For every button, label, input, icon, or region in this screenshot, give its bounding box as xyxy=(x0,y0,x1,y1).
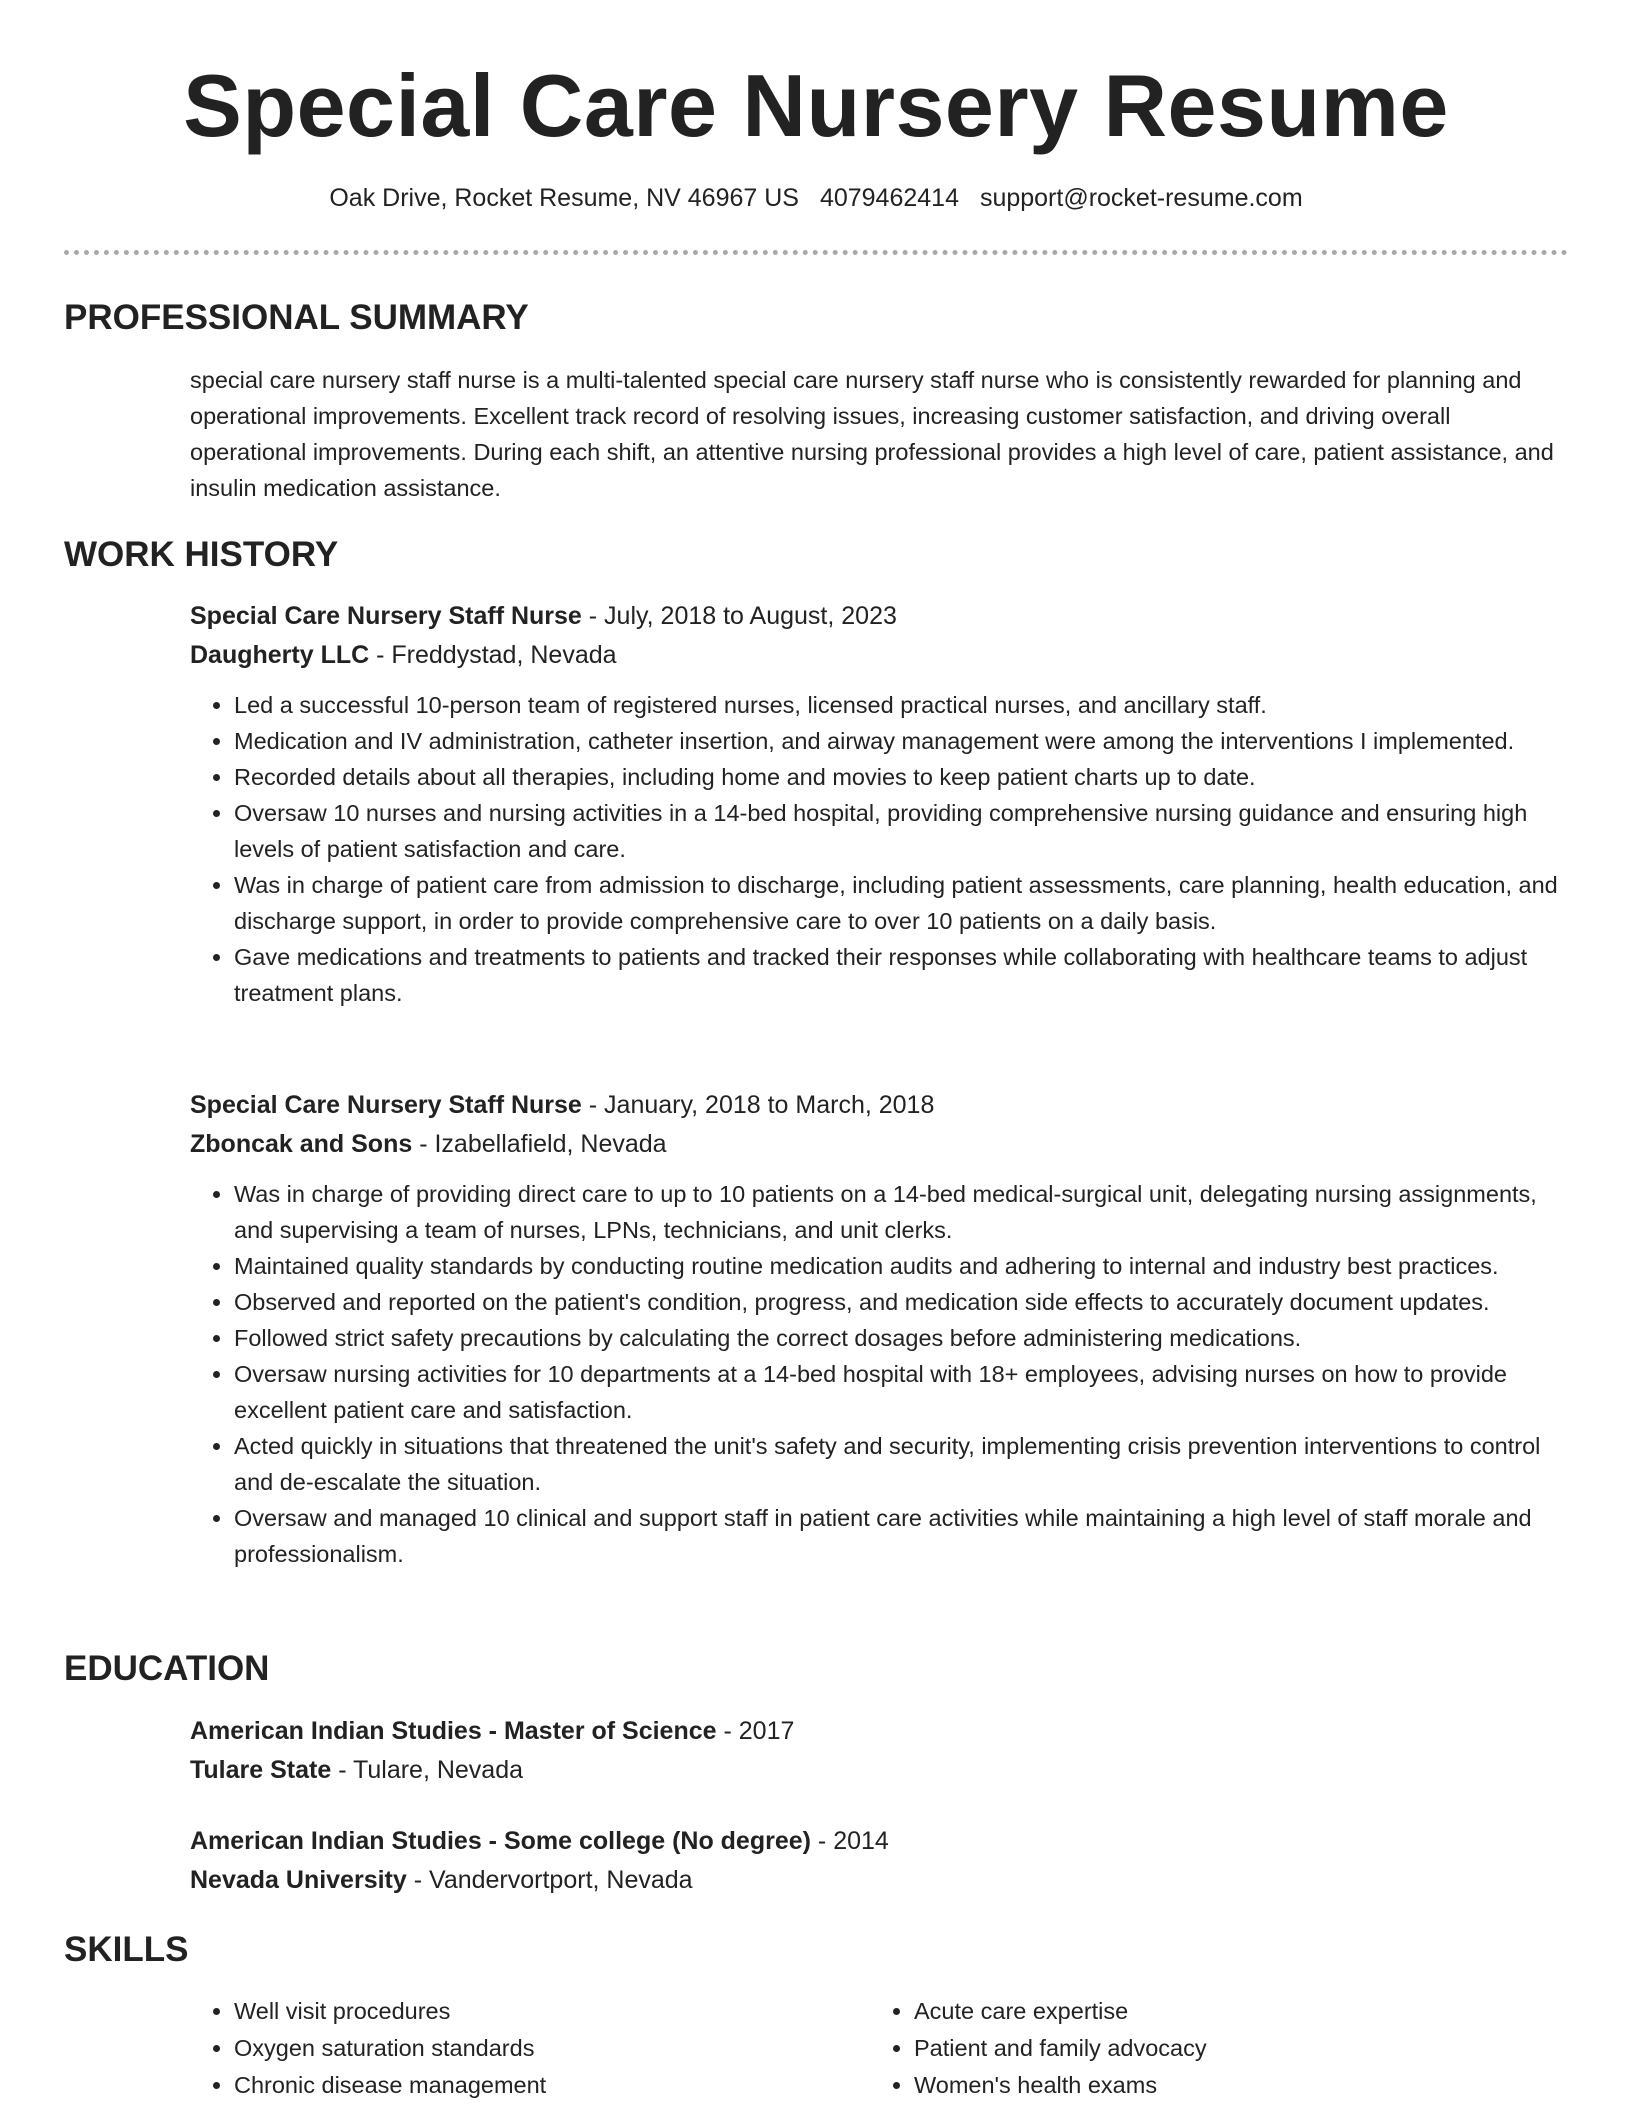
school-location: - Vandervortport, Nevada xyxy=(406,1866,693,1894)
education-entry xyxy=(190,1822,1570,1900)
skill-item: • Chronic disease management xyxy=(234,2067,870,2104)
summary-section xyxy=(190,362,1570,506)
degree: American Indian Studies - Some college (No degree) xyxy=(190,1827,811,1855)
job-title-line xyxy=(190,597,1570,636)
header-divider xyxy=(64,250,1568,255)
contact-phone: 4079462414 xyxy=(819,184,959,212)
school: Tulare State xyxy=(190,1756,332,1784)
job-bullet: • Led a successful 10-person team of registered nurses, licensed practical nurses, and ancillary staff. xyxy=(234,687,1570,723)
education-entry xyxy=(190,1712,1570,1790)
job-bullet: • Oversaw and managed 10 clinical and support staff in patient care activities while maintaining a high level of staff morale and professionalism. xyxy=(234,1500,1570,1572)
job-company-line xyxy=(190,636,1570,675)
education-heading: EDUCATION xyxy=(64,1649,270,1688)
school-line xyxy=(190,1751,1570,1790)
summary-heading: PROFESSIONAL SUMMARY xyxy=(64,298,529,337)
job-dates: - January, 2018 to March, 2018 xyxy=(581,1091,935,1119)
school: Nevada University xyxy=(190,1866,407,1894)
degree-line xyxy=(190,1822,1570,1861)
work-history-heading: WORK HISTORY xyxy=(64,535,339,574)
job-bullet: • Oversaw 10 nurses and nursing activities in a 14-bed hospital, providing comprehensive nursing guidance and ensuring high levels of patient satisfaction and care. xyxy=(234,795,1570,867)
skill-item: • Acute care expertise xyxy=(914,1993,1550,2030)
job-bullet: • Gave medications and treatments to patients and tracked their responses while collaborating with healthcare teams to adjust treatment plans. xyxy=(234,939,1570,1011)
job-entry xyxy=(190,1086,1570,1572)
job-location: - Izabellafield, Nevada xyxy=(412,1130,667,1158)
skills-column-left xyxy=(190,1993,870,2104)
job-company: Zboncak and Sons xyxy=(190,1130,413,1158)
job-company-line xyxy=(190,1125,1570,1164)
job-bullet: • Oversaw nursing activities for 10 departments at a 14-bed hospital with 18+ employees, advising nurses on how to provide excellent patient care and satisfaction. xyxy=(234,1356,1570,1428)
job-bullet: • Was in charge of providing direct care to up to 10 patients on a 14-bed medical-surgical unit, delegating nursing assignments, and supervising a team of nurses, LPNs, technicians, and unit clerks. xyxy=(234,1176,1570,1248)
summary-text: special care nursery staff nurse is a multi-talented special care nursery staff nurse who is consistently rewarded for planning and operational improvements. Excellent track record of resolving issues, increasing customer satisfaction, and driving overall operational improvements. During each shift, an attentive nursing professional provides a high level of care, patient assistance, and insulin medication assistance. xyxy=(190,367,1554,501)
resume-title: Special Care Nursery Resume xyxy=(183,56,1449,155)
job-entry xyxy=(190,597,1570,1011)
contact-email[interactable]: support@rocket-resume.com xyxy=(979,184,1303,212)
school-line xyxy=(190,1861,1570,1900)
contact-address: Oak Drive, Rocket Resume, NV 46967 US xyxy=(329,184,799,212)
job-bullet: • Observed and reported on the patient's condition, progress, and medication side effects to accurately document updates. xyxy=(234,1284,1570,1320)
job-bullets xyxy=(190,687,1570,1011)
degree-line xyxy=(190,1712,1570,1751)
job-company: Daugherty LLC xyxy=(190,641,370,669)
job-bullet: • Medication and IV administration, catheter insertion, and airway management were among the interventions I implemented. xyxy=(234,723,1570,759)
job-bullet: • Followed strict safety precautions by calculating the correct dosages before administering medications. xyxy=(234,1320,1570,1356)
job-bullet: • Acted quickly in situations that threatened the unit's safety and security, implementing crisis prevention interventions to control and de-escalate the situation. xyxy=(234,1428,1570,1500)
school-location: - Tulare, Nevada xyxy=(331,1756,524,1784)
job-title: Special Care Nursery Staff Nurse xyxy=(190,602,582,630)
job-title-line xyxy=(190,1086,1570,1125)
contact-line xyxy=(0,180,1632,216)
skills-heading: SKILLS xyxy=(64,1930,189,1969)
job-bullet: • Recorded details about all therapies, including home and movies to keep patient charts up to date. xyxy=(234,759,1570,795)
job-bullet: • Maintained quality standards by conducting routine medication audits and adhering to internal and industry best practices. xyxy=(234,1248,1570,1284)
skill-item: • Women's health exams xyxy=(914,2067,1550,2104)
skills-column-right xyxy=(870,1993,1550,2104)
job-title: Special Care Nursery Staff Nurse xyxy=(190,1091,582,1119)
degree: American Indian Studies - Master of Science xyxy=(190,1717,717,1745)
skill-item: • Well visit procedures xyxy=(234,1993,870,2030)
job-dates: - July, 2018 to August, 2023 xyxy=(581,602,897,630)
job-bullet: • Was in charge of patient care from admission to discharge, including patient assessments, care planning, health education, and discharge support, in order to provide comprehensive care to over 10 patients on a daily basis. xyxy=(234,867,1570,939)
job-location: - Freddystad, Nevada xyxy=(369,641,617,669)
skill-item: • Patient and family advocacy xyxy=(914,2030,1550,2067)
skill-item: • Oxygen saturation standards xyxy=(234,2030,870,2067)
skills-list xyxy=(190,1993,1570,2104)
job-bullets xyxy=(190,1176,1570,1572)
degree-year: - 2017 xyxy=(716,1717,795,1745)
degree-year: - 2014 xyxy=(810,1827,889,1855)
